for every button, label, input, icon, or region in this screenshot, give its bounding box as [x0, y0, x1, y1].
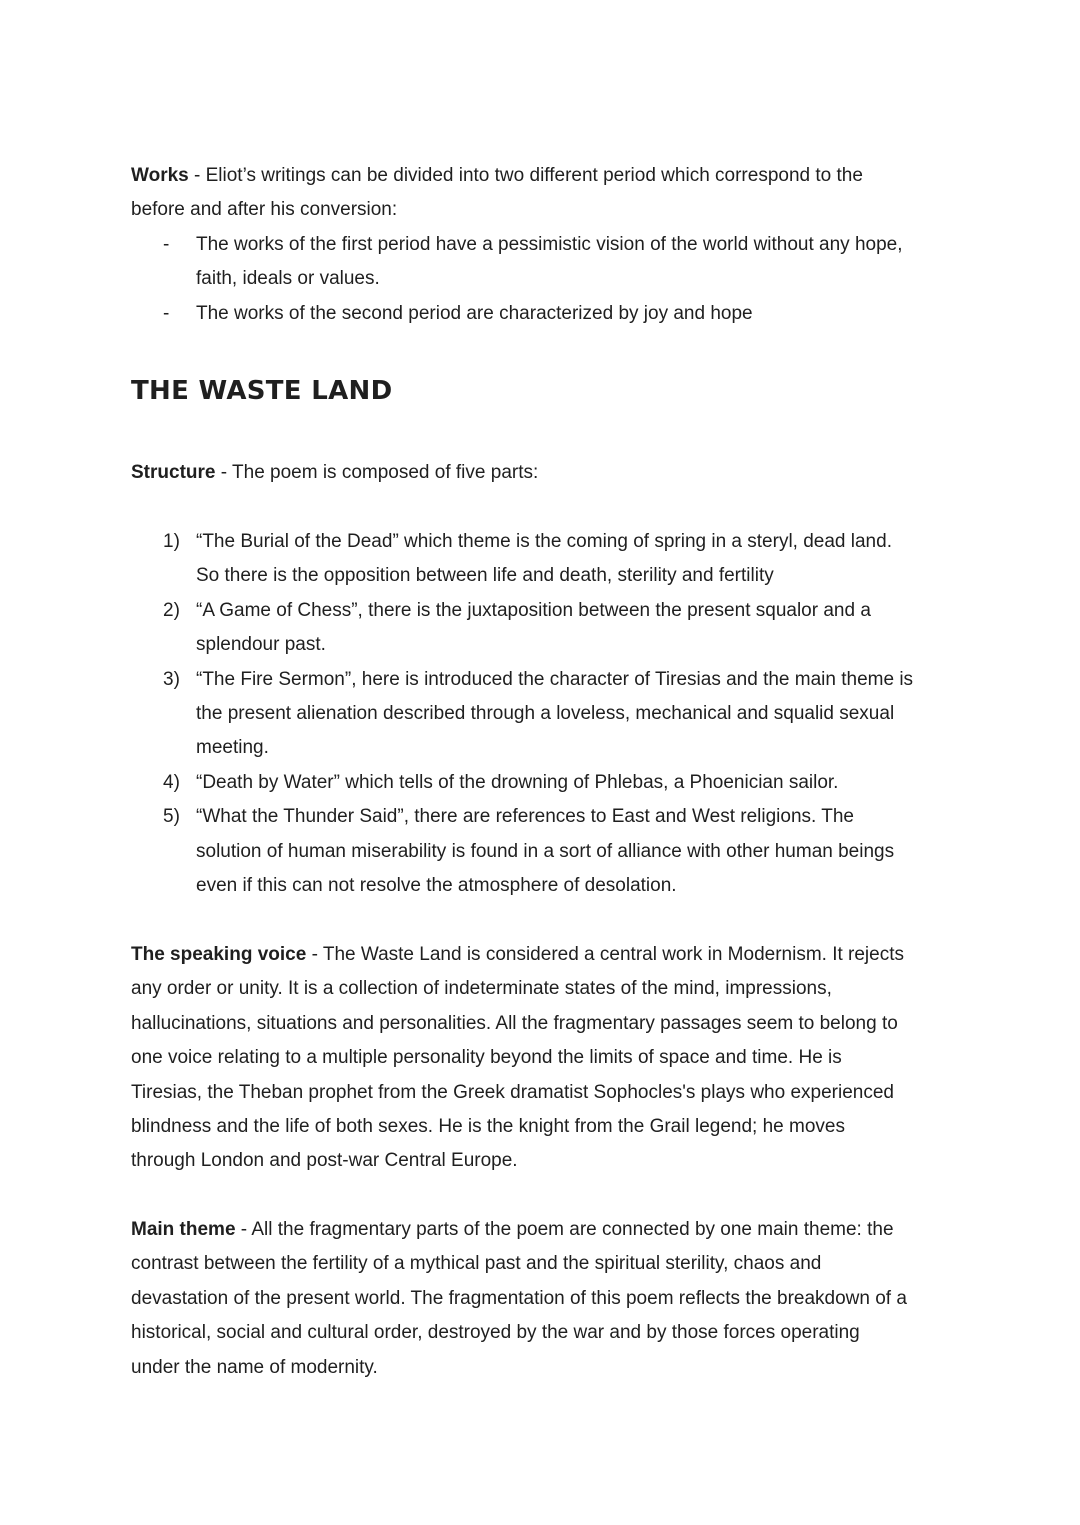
bullet-line: The works of the first period have a pessimistic vision of the world without any hope, [196, 234, 903, 255]
list-number: 4) [163, 771, 180, 793]
theme-line: devastation of the present world. The fragmentation of this poem reflects the breakdown of a [131, 1287, 907, 1309]
works-text: Eliot’s writings can be divided into two different period which correspond to the [205, 165, 863, 186]
voice-line: any order or unity. It is a collection of indeterminate states of the mind, impressions, [131, 978, 832, 1000]
list-line: meeting. [196, 737, 269, 759]
voice-line: hallucinations, situations and personalities. All the fragmentary passages seem to belong to [131, 1012, 898, 1034]
works-separator: - [188, 165, 206, 186]
theme-line: contrast between the fertility of a mythical past and the spiritual sterility, chaos and [131, 1253, 822, 1275]
structure-line [131, 456, 538, 490]
theme-line: under the name of modernity. [131, 1356, 378, 1378]
parts-list [131, 525, 913, 903]
list-line: “Death by Water” which tells of the drowning of Phlebas, a Phoenician sailor. [196, 771, 839, 793]
works-bullet-list [131, 228, 903, 331]
voice-line [131, 938, 904, 972]
voice-line: through London and post-war Central Europe. [131, 1150, 518, 1172]
bullet-item [131, 228, 903, 297]
bullet-item [131, 297, 903, 331]
main-theme-paragraph [131, 1213, 907, 1385]
list-line: “The Burial of the Dead” which theme is the coming of spring in a steryl, dead land. [196, 531, 892, 552]
dash-bullet-mark: - [163, 302, 170, 324]
theme-separator: - [235, 1219, 252, 1240]
list-line: the present alienation described through a loveless, mechanical and squalid sexual [196, 702, 895, 724]
structure-separator: - [215, 462, 233, 483]
list-line: “What the Thunder Said”, there are references to East and West religions. The [196, 806, 854, 828]
list-item [131, 663, 913, 766]
voice-line: blindness and the life of both sexes. He is the knight from the Grail legend; he moves [131, 1115, 845, 1137]
section-heading: THE WASTE LAND [131, 376, 393, 406]
structure-text: The poem is composed of five parts: [232, 462, 539, 483]
list-item [131, 525, 913, 594]
works-paragraph [131, 159, 863, 228]
list-number: 2) [163, 599, 180, 621]
voice-line: one voice relating to a multiple personality beyond the limits of space and time. He is [131, 1047, 842, 1069]
list-item [131, 766, 913, 800]
voice-line: Tiresias, the Theban prophet from the Greek dramatist Sophocles's plays who experienced [131, 1081, 894, 1103]
list-line: solution of human miserability is found in a sort of alliance with other human beings [196, 840, 895, 862]
list-number: 1) [163, 531, 180, 552]
theme-line [131, 1213, 907, 1247]
list-number: 5) [163, 806, 180, 828]
bullet-line: The works of the second period are characterized by joy and hope [196, 302, 753, 324]
works-line [131, 159, 863, 193]
theme-text: All the fragmentary parts of the poem are connected by one main theme: the [251, 1219, 894, 1240]
list-line: splendour past. [196, 634, 326, 656]
works-term: Works [131, 165, 189, 186]
list-number: 3) [163, 668, 180, 690]
list-line: “A Game of Chess”, there is the juxtaposition between the present squalor and a [196, 599, 871, 621]
voice-term: The speaking voice [131, 944, 307, 965]
structure-paragraph [131, 456, 538, 490]
structure-term: Structure [131, 462, 216, 483]
bullet-line: faith, ideals or values. [196, 268, 380, 290]
list-line: So there is the opposition between life and death, sterility and fertility [196, 565, 774, 587]
theme-line: historical, social and cultural order, destroyed by the war and by those forces operating [131, 1322, 860, 1344]
voice-separator: - [306, 944, 323, 965]
dash-bullet-mark: - [163, 234, 170, 255]
list-item [131, 800, 913, 903]
list-line: “The Fire Sermon”, here is introduced the character of Tiresias and the main theme is [196, 668, 914, 690]
speaking-voice-paragraph [131, 938, 904, 1179]
list-line: even if this can not resolve the atmosphere of desolation. [196, 874, 677, 896]
voice-text: The Waste Land is considered a central work in Modernism. It rejects [322, 944, 904, 965]
list-item [131, 594, 913, 663]
works-line: before and after his conversion: [131, 199, 398, 221]
theme-term: Main theme [131, 1219, 236, 1240]
